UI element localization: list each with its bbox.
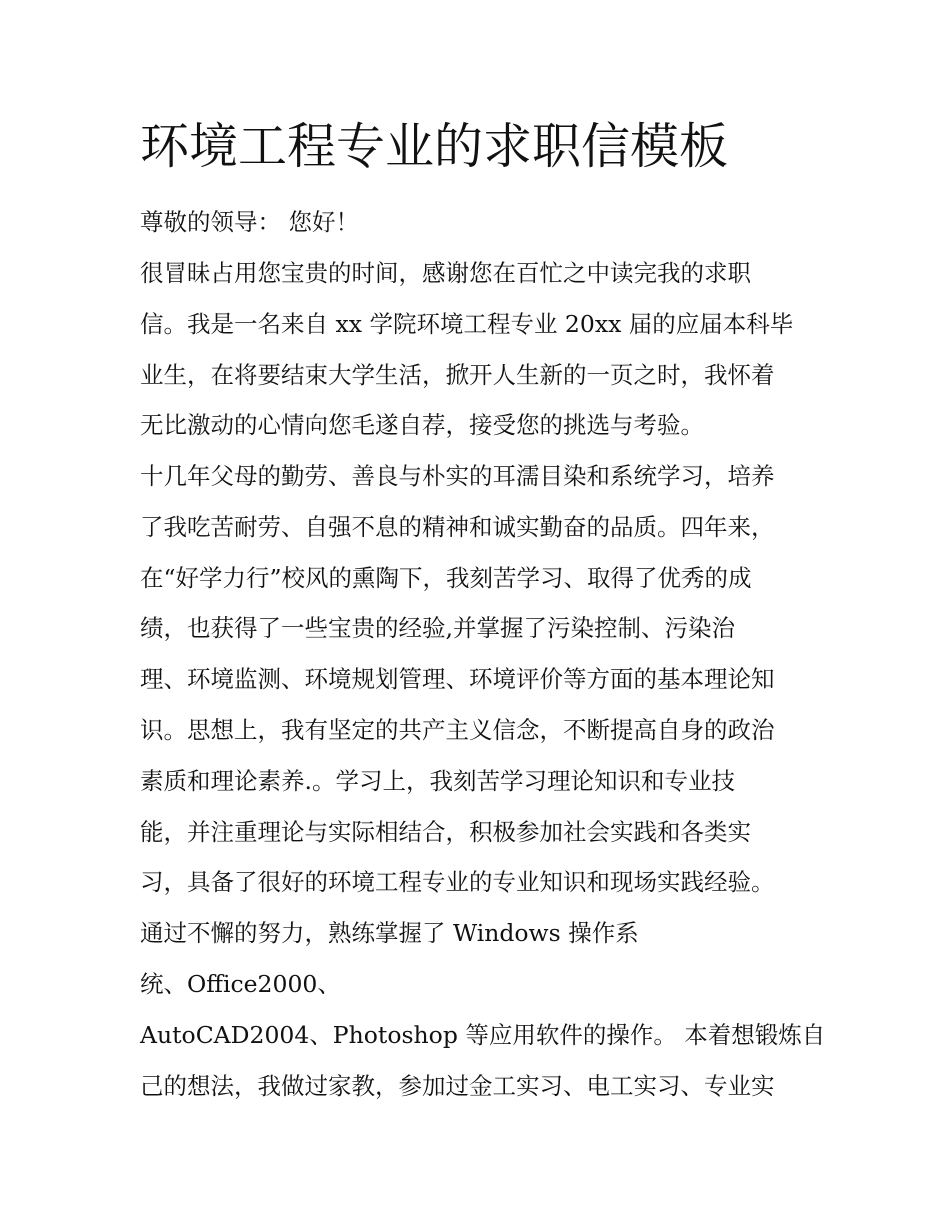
text-line: 了我吃苦耐劳、自强不息的精神和诚实勤奋的品质。四年来， bbox=[140, 513, 775, 541]
text-line: 通过不懈的努力，熟练掌握了 Windows 操作系 bbox=[140, 919, 639, 947]
text-line: 习，具备了很好的环境工程专业的专业知识和现场实践经验。 bbox=[140, 868, 775, 896]
text-line: 理、环境监测、环境规划管理、环境评价等方面的基本理论知 bbox=[140, 665, 775, 693]
text-line: 识。思想上，我有坚定的共产主义信念，不断提高自身的政治 bbox=[140, 716, 775, 744]
text-line: 十几年父母的勤劳、善良与朴实的耳濡目染和系统学习，培养 bbox=[140, 462, 775, 490]
text-line: 能，并注重理论与实际相结合，积极参加社会实践和各类实 bbox=[140, 818, 751, 846]
text-line: 无比激动的心情向您毛遂自荐，接受您的挑选与考验。 bbox=[140, 411, 704, 439]
text-line: AutoCAD2004、Photoshop 等应用软件的操作。 本着想锻炼自 bbox=[140, 1021, 826, 1049]
text-line: 在“好学力行”校风的熏陶下，我刻苦学习、取得了优秀的成 bbox=[140, 564, 752, 592]
text-line: 很冒昧占用您宝贵的时间，感谢您在百忙之中读完我的求职 bbox=[140, 259, 751, 287]
text-line: 业生，在将要结束大学生活，掀开人生新的一页之时，我怀着 bbox=[140, 361, 775, 389]
text-line: 绩，也获得了一些宝贵的经验,并掌握了污染控制、污染治 bbox=[140, 614, 735, 642]
text-line: 信。我是一名来自 xx 学院环境工程专业 20xx 届的应届本科毕 bbox=[140, 310, 794, 338]
text-line: 素质和理论素养.。学习上，我刻苦学习理论知识和专业技 bbox=[140, 767, 735, 795]
document-title: 环境工程专业的求职信模板 bbox=[140, 118, 729, 175]
text-line: 统、Office2000、 bbox=[140, 970, 341, 998]
text-line-salutation: 尊敬的领导： 您好！ bbox=[140, 208, 359, 236]
text-line: 己的想法，我做过家教，参加过金工实习、电工实习、专业实 bbox=[140, 1072, 775, 1100]
